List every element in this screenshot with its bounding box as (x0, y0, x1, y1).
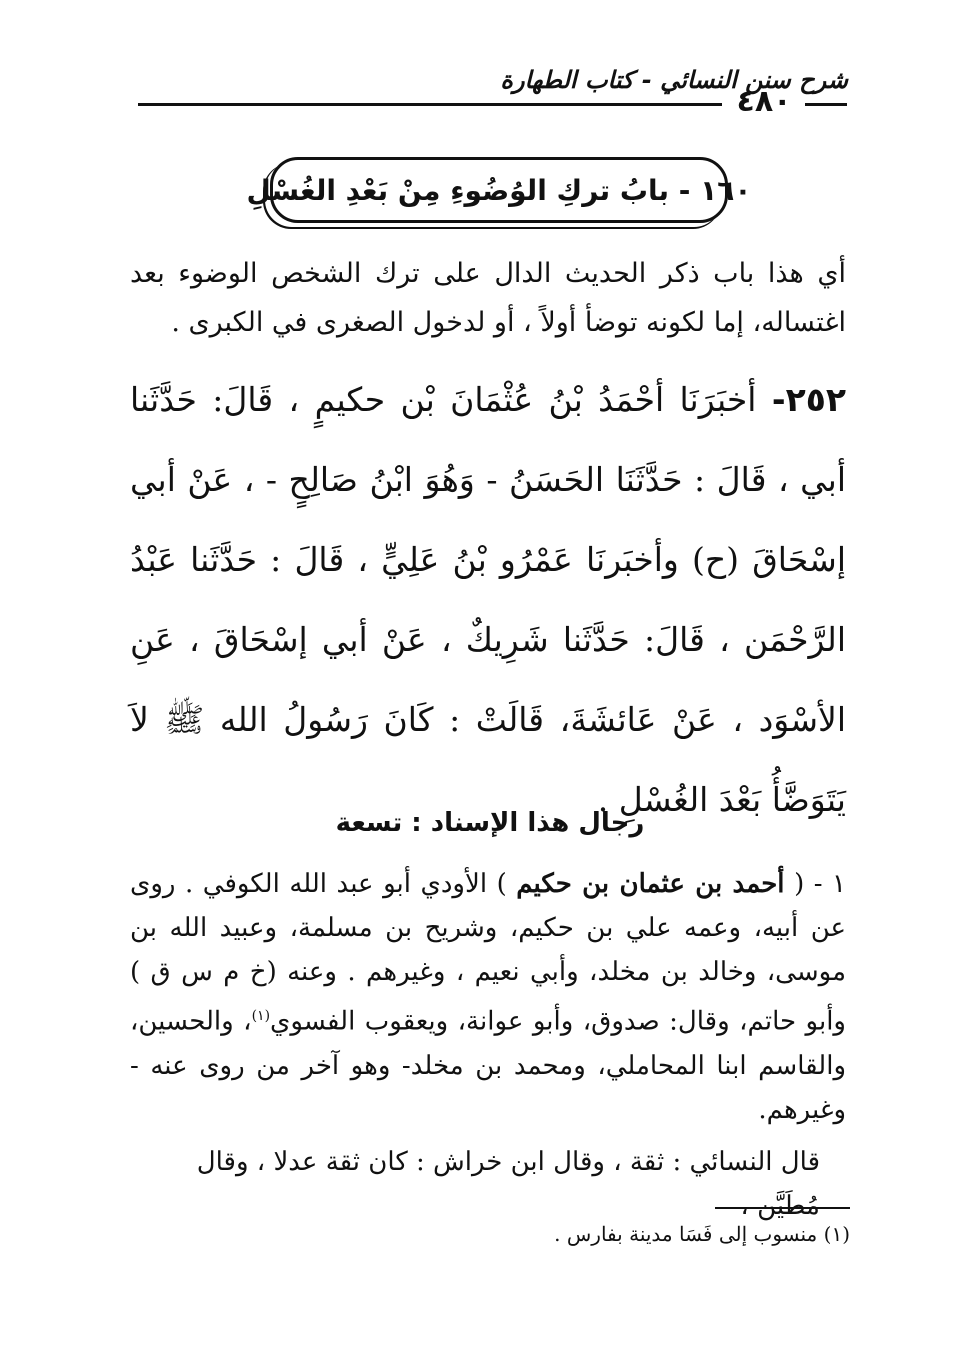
hadith-text-block (130, 360, 846, 840)
chapter-title-box (246, 157, 752, 223)
chapter-title: ١٦٠ - بابُ تركِ الوُضُوءِ مِنْ بَعْدِ الغُسْلِ (246, 173, 752, 207)
narrators-heading: رجال هذا الإسناد : تسعة (335, 808, 645, 838)
narrator-bio-text: ) الأودي أبو عبد الله الكوفي . روى عن أبيه، وعمه علي بن حكيم، وشريح بن مسلمة، وعبيد الله بن موسى، وخالد بن مخلد، وأبي نعيم ، وغيرهم . وعنه (خ م س ق ) وأبو حاتم، وقال: صدوق، وأبو عوانة، ويعقوب الفسوي (130, 869, 846, 1037)
narrator-index: ١ - ( (794, 869, 847, 899)
narrator-grading-line: قال النسائي : ثقة ، وقال ابن خراش : كان ثقة عدلا ، وقال مُطَيَّن ، (196, 1147, 820, 1221)
narrator-bio (130, 862, 846, 1132)
footnote-separator (715, 1207, 850, 1209)
page-number: ٤٨٠ (736, 84, 792, 119)
hadith-text: أخبَرَنَا أحْمَدُ بْنُ عُثْمَانَ بْن حكيمٍ ، قَالَ: حَدَّثَنا أبي ، قَالَ : حَدَّثَنَا الحَسَنُ - وَهُوَ ابْنُ صَالِحٍ - ، عَنْ أبي إسْحَاقَ (ح) وأخبَرنَا عَمْرُو بْنُ عَلِيٍّ ، قَالَ : حَدَّثَنا عَبْدُ الرَّحْمَن ، قَالَ: حَدَّثَنا شَرِيكٌ ، عَنْ أبي إسْحَاقَ ، عَنِ الأسْوَد ، عَنْ عَائشَةَ، قَالَتْ : كَانَ رَسُولُ الله ﷺ لاَ يَتَوَضَّأُ بَعْدَ الغُسْلِ . (130, 380, 846, 819)
header-rule (138, 103, 722, 106)
running-title: شرح سنن النسائي - كتاب الطهارة (500, 66, 848, 94)
footnote-reference: (١) (251, 1008, 271, 1024)
header-rule-short (805, 103, 847, 106)
narrator-bio-text-cont: ، والحسين، والقاسم ابنا المحاملي، ومحمد بن مخلد- وهو آخر من روى عنه - وغيرهم. (130, 1006, 846, 1125)
footnote: (١) منسوب إلى فَسَا مدينة بفارس . (554, 1222, 850, 1246)
intro-paragraph: أي هذا باب ذكر الحديث الدال على ترك الشخص الوضوء بعد اغتساله، إما لكونه توضأ أولاً ، أو لدخول الصغرى في الكبرى . (130, 258, 846, 338)
narrator-name: أحمد بن عثمان بن حكيم (516, 869, 785, 899)
hadith-number: ٢٥٢- (771, 380, 846, 419)
